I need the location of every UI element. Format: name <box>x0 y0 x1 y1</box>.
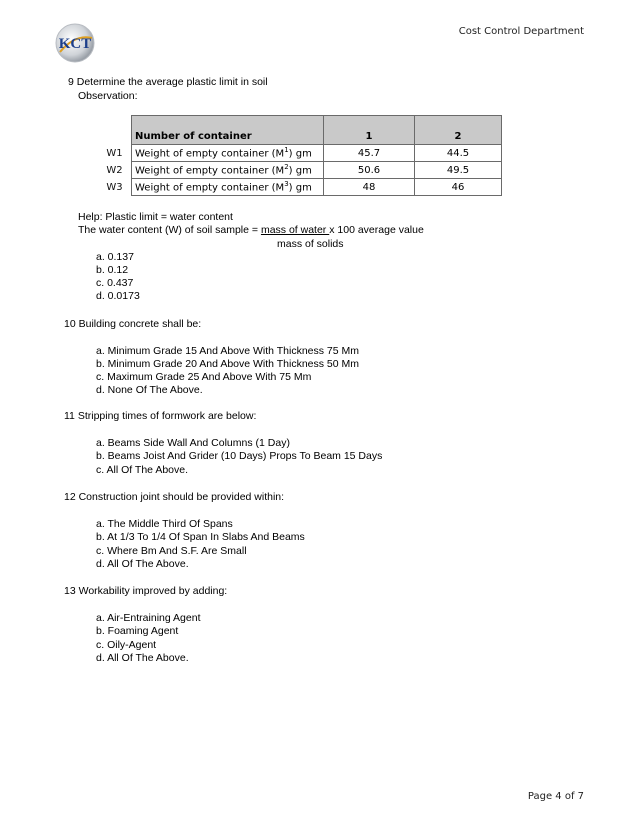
q11-option: a. Beams Side Wall And Columns (1 Day) <box>96 437 290 449</box>
q13-option: d. All Of The Above. <box>96 652 189 664</box>
row-label: W1 <box>106 147 123 159</box>
svg-text:KCT: KCT <box>58 36 92 52</box>
question-13: 13 Workability improved by adding: <box>64 585 228 597</box>
row-value-2: 46 <box>415 179 502 196</box>
question-10: 10 Building concrete shall be: <box>64 318 202 330</box>
formula-denominator: mass of solids <box>277 238 344 250</box>
q12-option: a. The Middle Third Of Spans <box>96 518 233 530</box>
row-value-1: 48 <box>324 179 415 196</box>
question-12: 12 Construction joint should be provided within: <box>64 491 285 503</box>
formula-numerator: mass of water <box>260 224 330 236</box>
q9-option: d. 0.0173 <box>96 290 140 302</box>
page-number: Page 4 of 7 <box>527 791 584 802</box>
row-value-1: 45.7 <box>324 145 415 162</box>
table-header-row <box>98 116 502 145</box>
row-label: W2 <box>106 164 123 176</box>
q9-option: c. 0.437 <box>96 277 134 289</box>
q10-option: b. Minimum Grade 20 And Above With Thickness 50 Mm <box>96 358 360 370</box>
question-11: 11 Stripping times of formwork are below: <box>64 410 257 422</box>
q12-option: d. All Of The Above. <box>96 558 189 570</box>
q13-option: a. Air-Entraining Agent <box>96 612 201 624</box>
help-text: Help: Plastic limit = water content <box>78 211 233 223</box>
table-header-cell: 2 <box>415 116 502 145</box>
q11-option: b. Beams Joist And Grider (10 Days) Props To Beam 15 Days <box>96 450 383 462</box>
q13-option: c. Oily-Agent <box>96 639 157 651</box>
department-header: Cost Control Department <box>458 26 584 37</box>
row-label: W3 <box>106 181 123 193</box>
table-header-cell: Number of container <box>132 116 324 145</box>
q13-option: b. Foaming Agent <box>96 625 179 637</box>
formula-line: The water content (W) of soil sample = mass of water x 100 average value <box>78 224 424 236</box>
observation-table <box>98 115 502 196</box>
question-9: 9 Determine the average plastic limit in soil <box>68 76 268 88</box>
q9-option: b. 0.12 <box>96 264 129 276</box>
table-header-cell: 1 <box>324 116 415 145</box>
row-value-1: 50.6 <box>324 162 415 179</box>
row-description: Weight of empty container $(M^3)$ gm <box>132 179 324 196</box>
q11-option: c. All Of The Above. <box>96 464 189 476</box>
row-value-2: 49.5 <box>415 162 502 179</box>
q10-option: a. Minimum Grade 15 And Above With Thickness 75 Mm <box>96 345 360 357</box>
row-description: Weight of empty container $(M^2)$ gm <box>132 162 324 179</box>
table-row <box>98 162 502 179</box>
company-logo <box>50 22 100 64</box>
q9-option: a. 0.137 <box>96 251 134 263</box>
table-row <box>98 179 502 196</box>
row-description: Weight of empty container $(M^1)$ gm <box>132 145 324 162</box>
q12-option: b. At 1/3 To 1/4 Of Span In Slabs And Beams <box>96 531 305 543</box>
q10-option: c. Maximum Grade 25 And Above With 75 Mm <box>96 371 312 383</box>
table-row <box>98 145 502 162</box>
q12-option: c. Where Bm And S.F. Are Small <box>96 545 247 557</box>
row-value-2: 44.5 <box>415 145 502 162</box>
observation-label: Observation: <box>78 90 138 102</box>
q10-option: d. None Of The Above. <box>96 384 203 396</box>
